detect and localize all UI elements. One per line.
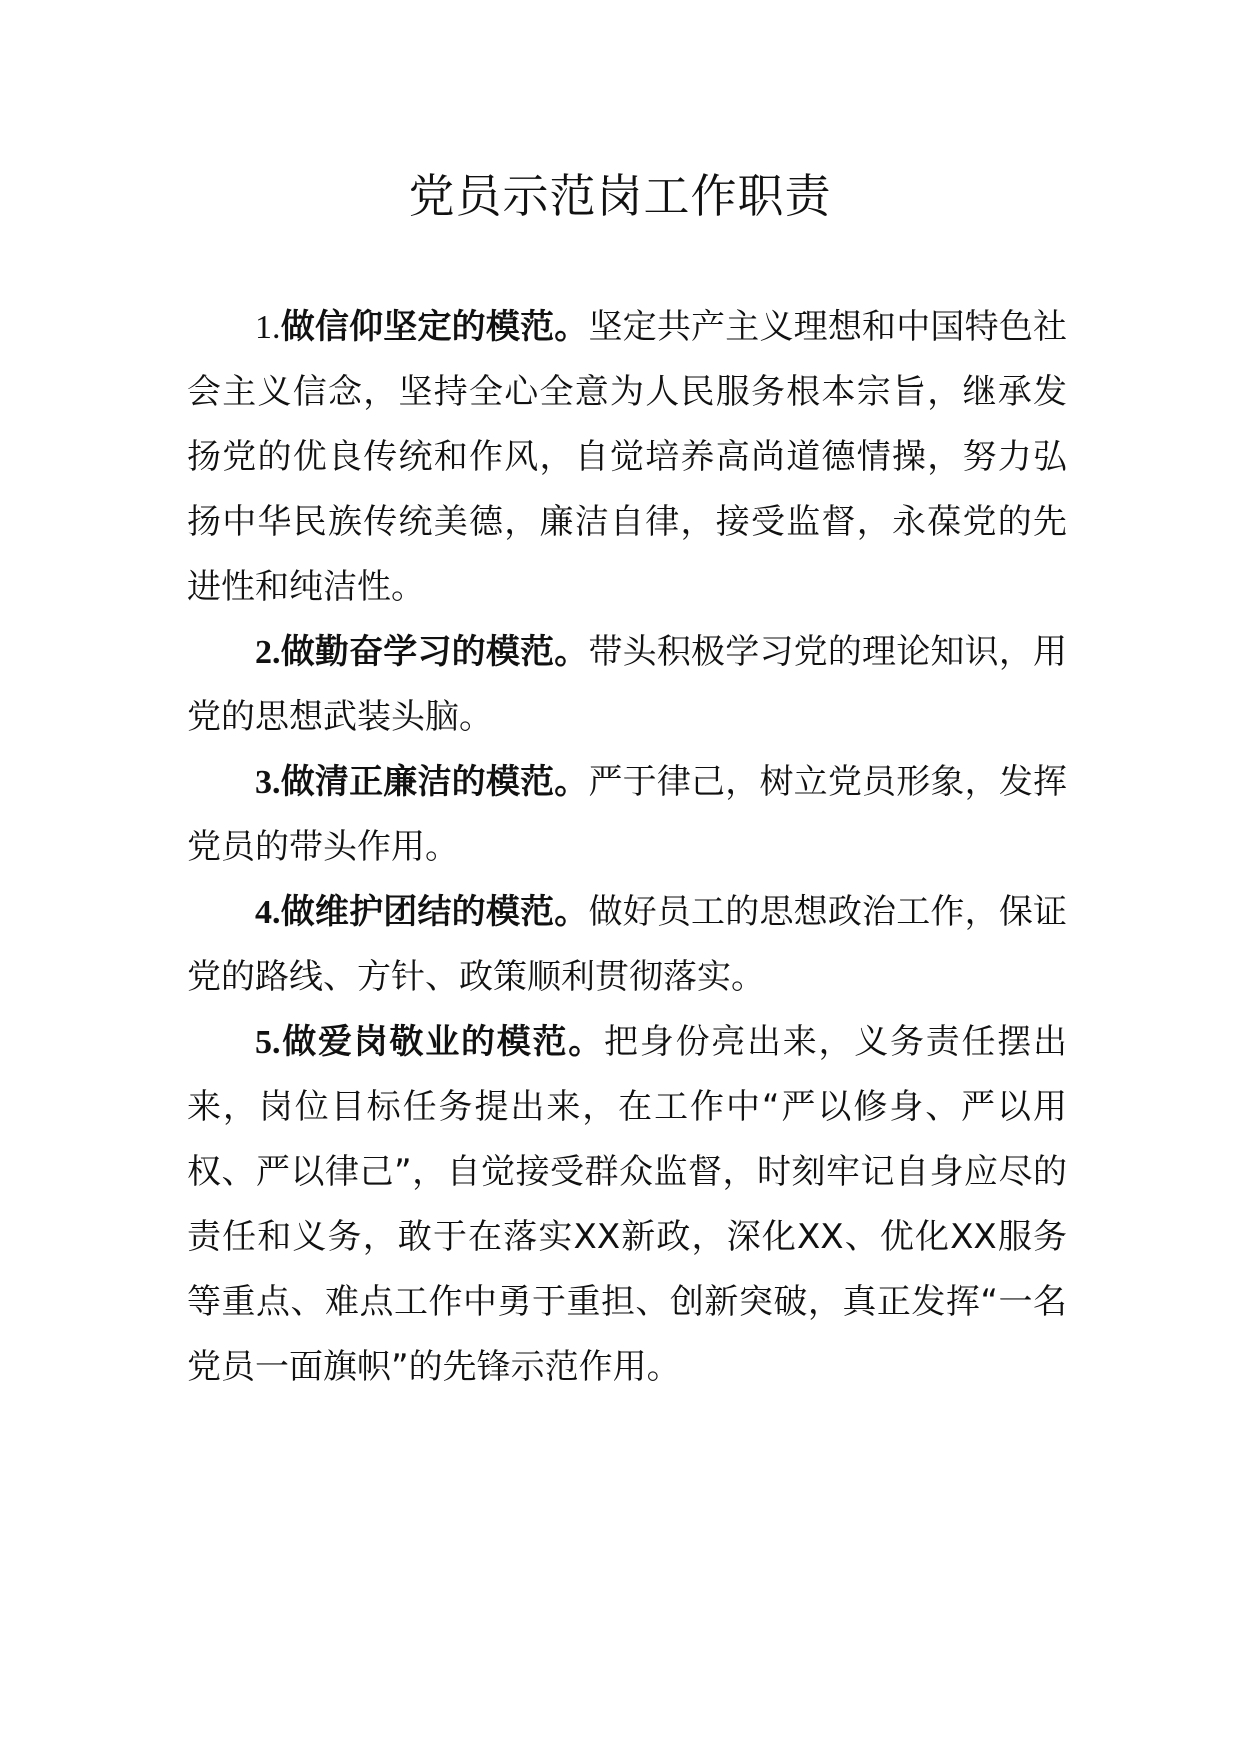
duty-item-5 bbox=[187, 1010, 1067, 1400]
item-heading: 做清正廉洁的模范。 bbox=[280, 762, 589, 802]
item-heading: 做维护团结的模范。 bbox=[280, 892, 589, 932]
document-body bbox=[187, 295, 1067, 1400]
item-heading: 做爱岗敬业的模范。 bbox=[280, 1022, 604, 1062]
item-text: 严于律己，树立党员形象，发挥党员的带头作用。 bbox=[187, 762, 1068, 867]
item-number: 5. bbox=[255, 1024, 281, 1061]
duty-item-4 bbox=[187, 880, 1067, 1010]
duty-item-3 bbox=[187, 750, 1067, 880]
item-heading: 做勤奋学习的模范。 bbox=[280, 632, 589, 672]
item-text: 做好员工的思想政治工作，保证党的路线、方针、政策顺利贯彻落实。 bbox=[187, 892, 1068, 997]
item-text: 带头积极学习党的理论知识，用党的思想武装头脑。 bbox=[187, 632, 1068, 737]
item-heading: 做信仰坚定的模范。 bbox=[280, 307, 589, 347]
item-number: 3. bbox=[255, 764, 281, 801]
item-number: 1. bbox=[255, 309, 281, 346]
duty-item-1 bbox=[187, 295, 1067, 620]
duty-item-2 bbox=[187, 620, 1067, 750]
item-text: 把身份亮出来，义务责任摆出来，岗位目标任务提出来，在工作中“严以修身、严以用权、严以律己”，自觉接受群众监督，时刻牢记自身应尽的责任和义务，敢于在落实XX新政，深化XX、优化XX服务等重点、难点工作中勇于重担、创新突破，真正发挥“一名党员一面旗帜”的先锋示范作用。 bbox=[187, 1022, 1067, 1387]
document-title: 党员示范岗工作职责 bbox=[408, 169, 832, 223]
item-number: 2. bbox=[255, 634, 281, 671]
item-text: 坚定共产主义理想和中国特色社会主义信念，坚持全心全意为人民服务根本宗旨，继承发扬党的优良传统和作风，自觉培养高尚道德情操，努力弘扬中华民族传统美德，廉洁自律，接受监督，永葆党的先进性和纯洁性。 bbox=[187, 307, 1068, 607]
item-number: 4. bbox=[255, 894, 281, 931]
